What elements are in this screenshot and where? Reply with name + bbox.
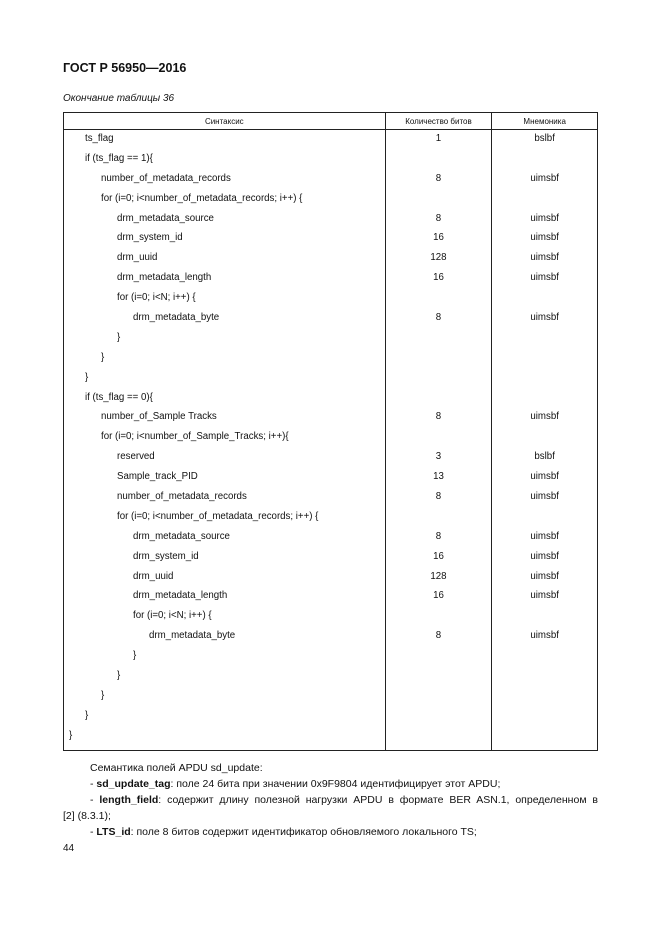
document-number: ГОСТ Р 56950—2016 [63, 61, 187, 75]
table-row [64, 730, 598, 750]
syntax-cell: } [64, 372, 386, 392]
field-description: : поле 24 бита при значении 0x9F9804 идентифицирует этот APDU; [170, 778, 501, 790]
bits-cell: 8 [385, 213, 492, 233]
syntax-cell: } [64, 670, 386, 690]
semantics-intro: Семантика полей APDU sd_update: [90, 762, 263, 774]
mnemonic-cell [492, 193, 598, 213]
bits-cell: 8 [385, 491, 492, 511]
mnemonic-cell [492, 710, 598, 730]
syntax-cell: if (ts_flag == 1){ [64, 153, 386, 173]
bits-cell: 1 [385, 130, 492, 153]
field-description: : поле 8 битов содержит идентификатор обновляемого локального TS; [130, 826, 477, 838]
bits-cell [385, 193, 492, 213]
syntax-cell: for (i=0; i<number_of_Sample_Tracks; i++){ [64, 431, 386, 451]
semantics-section [63, 760, 598, 840]
bits-cell: 16 [385, 232, 492, 252]
mnemonic-cell [492, 153, 598, 173]
mnemonic-cell: uimsbf [492, 571, 598, 591]
column-header-syntax: Синтаксис [64, 113, 386, 130]
semantics-item-length-field [63, 792, 598, 808]
table-row [64, 571, 598, 591]
syntax-cell: Sample_track_PID [64, 471, 386, 491]
table-row [64, 372, 598, 392]
syntax-table [63, 112, 598, 751]
table-row [64, 590, 598, 610]
table-row [64, 491, 598, 511]
item-dash: - [90, 778, 97, 790]
bits-cell [385, 670, 492, 690]
mnemonic-cell [492, 670, 598, 690]
bits-cell [385, 690, 492, 710]
mnemonic-cell: uimsbf [492, 491, 598, 511]
syntax-cell: for (i=0; i<N; i++) { [64, 292, 386, 312]
bits-cell [385, 332, 492, 352]
syntax-cell: number_of_metadata_records [64, 173, 386, 193]
mnemonic-cell: uimsbf [492, 312, 598, 332]
bits-cell: 13 [385, 471, 492, 491]
syntax-cell: } [64, 690, 386, 710]
bits-cell [385, 710, 492, 730]
table-row [64, 332, 598, 352]
bits-cell: 16 [385, 590, 492, 610]
mnemonic-cell: bslbf [492, 130, 598, 153]
bits-cell [385, 352, 492, 372]
bits-cell [385, 392, 492, 412]
bits-cell: 16 [385, 551, 492, 571]
item-dash: - [90, 794, 100, 806]
field-term: LTS_id [96, 826, 131, 838]
mnemonic-cell [492, 511, 598, 531]
bits-cell: 16 [385, 272, 492, 292]
table-row [64, 232, 598, 252]
bits-cell: 128 [385, 571, 492, 591]
table-caption: Окончание таблицы 36 [63, 93, 175, 104]
table-row [64, 650, 598, 670]
table-row [64, 411, 598, 431]
table-row [64, 511, 598, 531]
mnemonic-cell [492, 352, 598, 372]
semantics-item-length-field-continuation: [2] (8.3.1); [63, 810, 111, 822]
bits-cell [385, 650, 492, 670]
mnemonic-cell [492, 332, 598, 352]
mnemonic-cell: uimsbf [492, 173, 598, 193]
mnemonic-cell: uimsbf [492, 411, 598, 431]
table-row [64, 292, 598, 312]
syntax-cell: reserved [64, 451, 386, 471]
table-row [64, 630, 598, 650]
table-header-row [64, 113, 598, 130]
table-row [64, 451, 598, 471]
bits-cell [385, 610, 492, 630]
bits-cell: 8 [385, 630, 492, 650]
syntax-cell: number_of_Sample Tracks [64, 411, 386, 431]
syntax-cell: for (i=0; i<N; i++) { [64, 610, 386, 630]
mnemonic-cell: uimsbf [492, 531, 598, 551]
mnemonic-cell: uimsbf [492, 213, 598, 233]
table-row [64, 531, 598, 551]
syntax-cell: drm_uuid [64, 571, 386, 591]
bits-cell: 8 [385, 531, 492, 551]
mnemonic-cell: bslbf [492, 451, 598, 471]
mnemonic-cell: uimsbf [492, 232, 598, 252]
mnemonic-cell [492, 392, 598, 412]
table-row [64, 670, 598, 690]
field-term: sd_update_tag [96, 778, 171, 790]
syntax-cell: } [64, 352, 386, 372]
bits-cell [385, 372, 492, 392]
syntax-cell: } [64, 710, 386, 730]
mnemonic-cell: uimsbf [492, 551, 598, 571]
mnemonic-cell: uimsbf [492, 471, 598, 491]
mnemonic-cell: uimsbf [492, 590, 598, 610]
table-row [64, 471, 598, 491]
mnemonic-cell [492, 690, 598, 710]
table-row [64, 173, 598, 193]
mnemonic-cell: uimsbf [492, 630, 598, 650]
syntax-cell: drm_uuid [64, 252, 386, 272]
syntax-cell: drm_metadata_source [64, 531, 386, 551]
syntax-cell: drm_metadata_source [64, 213, 386, 233]
mnemonic-cell [492, 292, 598, 312]
table-body [64, 130, 598, 751]
semantics-item-sd-update-tag [63, 776, 598, 792]
table-row [64, 431, 598, 451]
syntax-cell: if (ts_flag == 0){ [64, 392, 386, 412]
item-dash: - [90, 826, 97, 838]
syntax-cell: drm_system_id [64, 551, 386, 571]
syntax-cell: drm_system_id [64, 232, 386, 252]
table-row [64, 213, 598, 233]
syntax-cell: drm_metadata_byte [64, 630, 386, 650]
field-description: : содержит длину полезной нагрузки APDU в формате BER ASN.1, определенном в [158, 794, 598, 806]
mnemonic-cell [492, 372, 598, 392]
bits-cell [385, 511, 492, 531]
bits-cell [385, 431, 492, 451]
bits-cell [385, 153, 492, 173]
bits-cell: 8 [385, 173, 492, 193]
syntax-cell: number_of_metadata_records [64, 491, 386, 511]
column-header-mnemonic: Мнемоника [492, 113, 598, 130]
bits-cell: 8 [385, 411, 492, 431]
syntax-cell: for (i=0; i<number_of_metadata_records; i++) { [64, 193, 386, 213]
bits-cell: 3 [385, 451, 492, 471]
mnemonic-cell [492, 730, 598, 750]
table-row [64, 130, 598, 153]
table-row [64, 690, 598, 710]
page-number: 44 [63, 843, 75, 854]
syntax-cell: ts_flag [64, 130, 386, 153]
mnemonic-cell [492, 610, 598, 630]
syntax-cell: } [64, 650, 386, 670]
bits-cell: 128 [385, 252, 492, 272]
mnemonic-cell: uimsbf [492, 272, 598, 292]
table-row [64, 551, 598, 571]
syntax-cell: drm_metadata_length [64, 590, 386, 610]
syntax-cell: } [64, 730, 386, 750]
bits-cell: 8 [385, 312, 492, 332]
syntax-cell: for (i=0; i<number_of_metadata_records; i++) { [64, 511, 386, 531]
bits-cell [385, 730, 492, 750]
table-row [64, 153, 598, 173]
semantics-item-lts-id [63, 824, 598, 840]
table-row [64, 392, 598, 412]
mnemonic-cell [492, 650, 598, 670]
table-row [64, 272, 598, 292]
column-header-bits: Количество битов [385, 113, 492, 130]
table-row [64, 193, 598, 213]
mnemonic-cell: uimsbf [492, 252, 598, 272]
bits-cell [385, 292, 492, 312]
mnemonic-cell [492, 431, 598, 451]
syntax-cell: drm_metadata_length [64, 272, 386, 292]
table-row [64, 312, 598, 332]
table-row [64, 710, 598, 730]
syntax-cell: drm_metadata_byte [64, 312, 386, 332]
table-row [64, 610, 598, 630]
table-row [64, 352, 598, 372]
field-term: length_field [99, 794, 159, 806]
table-row [64, 252, 598, 272]
syntax-cell: } [64, 332, 386, 352]
